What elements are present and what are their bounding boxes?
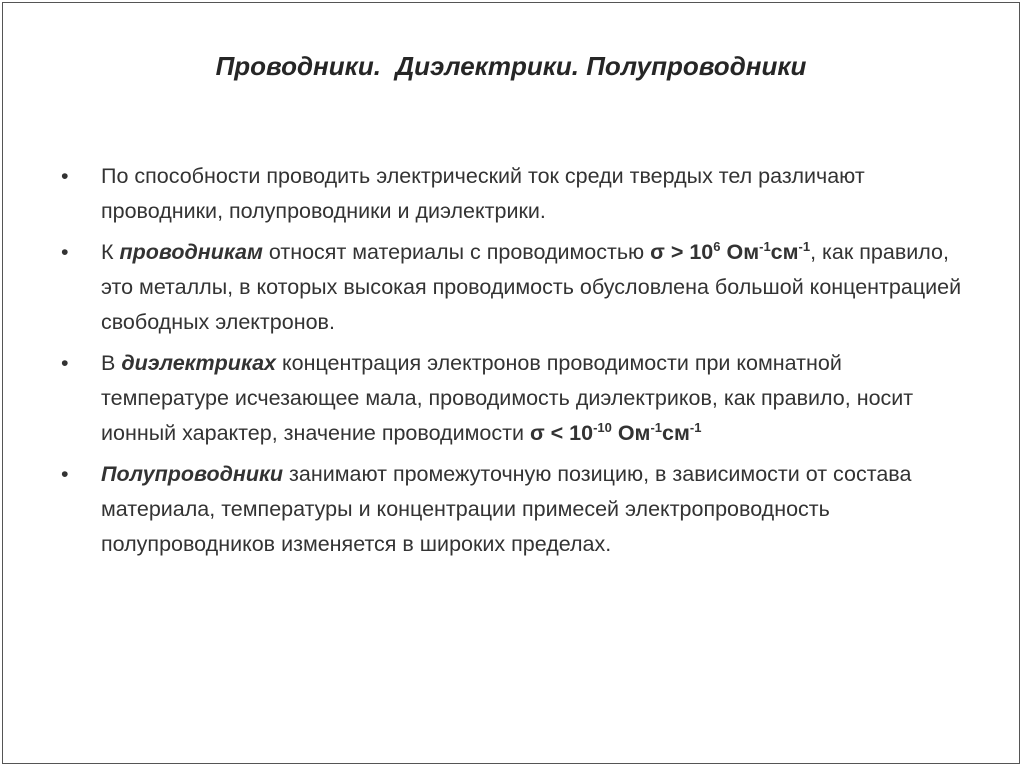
unit-cm: см [770, 240, 799, 264]
slide [2, 2, 1020, 764]
bullet-icon: • [61, 351, 69, 375]
unit-cm-exponent: -1 [798, 239, 811, 254]
bullet-text-post: , как правило, это металлы, в которых высокая проводимость обусловлена большой концентрацией свободных электронов. [101, 240, 962, 334]
unit-ohm-exponent: -1 [650, 420, 663, 435]
unit-ohm: Ом [720, 240, 760, 264]
term-conductors: проводникам [119, 240, 263, 264]
bullet-icon: • [61, 164, 69, 188]
bullet-text-pre: К [101, 240, 120, 264]
conductivity-formula [650, 240, 810, 264]
bullet-item-conductors [61, 235, 971, 340]
bullet-text-mid: концентрация электронов проводимости при комнатной температуре исчезающее мала, проводимость диэлектриков, как правило, носит ионный характер, значение проводимости [101, 351, 914, 445]
bullet-icon: • [61, 240, 69, 264]
unit-ohm-exponent: -1 [759, 239, 771, 254]
formula-base: σ > 10 [650, 240, 714, 264]
bullet-text-post: занимают промежуточную позицию, в зависимости от состава материала, температуры и концентрации примесей электропроводность полупроводников изменяется в широких пределах. [101, 462, 912, 556]
bullet-item-solids [61, 159, 971, 229]
slide-title: Проводники. Диэлектрики. Полупроводники [215, 51, 807, 81]
bullet-text-pre: В [101, 351, 122, 375]
unit-ohm: Ом [611, 421, 651, 445]
formula-exponent: -10 [593, 420, 612, 435]
term-semiconductors: Полупроводники [101, 462, 284, 486]
bullet-item-dielectrics [61, 346, 971, 451]
conductivity-formula [530, 421, 702, 445]
bullet-item-semiconductors [61, 457, 971, 562]
formula-exponent: 6 [713, 239, 721, 254]
formula-base: σ < 10 [529, 421, 594, 445]
unit-cm: см [662, 421, 690, 445]
bullet-text-mid: относят материалы с проводимостью [262, 240, 651, 264]
unit-cm-exponent: -1 [689, 420, 702, 435]
bullet-icon: • [61, 462, 69, 486]
bullet-list [61, 159, 971, 568]
bullet-text: По способности проводить электрический ток среди твердых тел различают проводники, полупроводники и диэлектрики. [101, 164, 865, 223]
term-dielectrics: диэлектриках [121, 351, 277, 375]
